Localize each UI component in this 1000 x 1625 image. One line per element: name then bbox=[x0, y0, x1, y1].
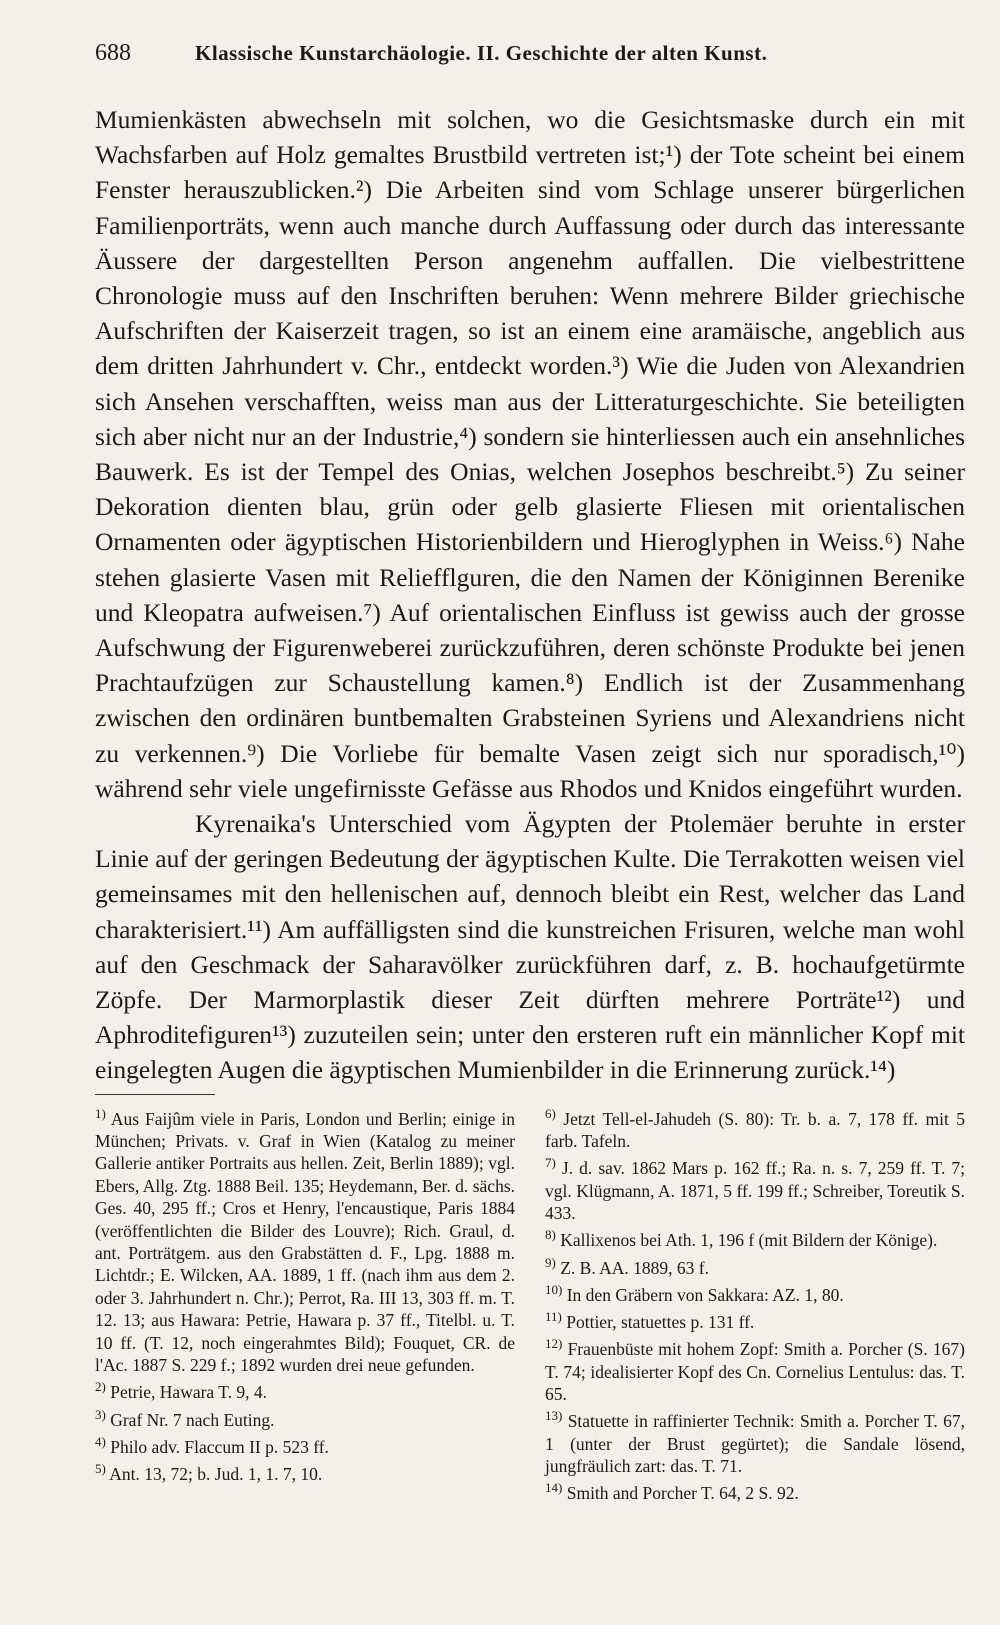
footnote bbox=[545, 1103, 965, 1153]
footnote bbox=[545, 1477, 965, 1504]
footnote-text: Philo adv. Flaccum II p. 523 ff. bbox=[110, 1436, 329, 1457]
page-number: 688 bbox=[95, 40, 131, 66]
footnote-text: Frauenbüste mit hohem Zopf: Smith a. Porcher (S. 167) T. 74; idealisierter Kopf des Cn. Cornelius Lentulus: das. T. 65. bbox=[545, 1339, 966, 1404]
footnote-number: 7) bbox=[545, 1155, 556, 1171]
footnote-number: 12) bbox=[545, 1336, 563, 1352]
footnote-text: J. d. sav. 1862 Mars p. 162 ff.; Ra. n. s. 7, 259 ff. T. 7; vgl. Klügmann, A. 1871, 5 ff. 199 ff.; Schreiber, Toreutik S. 433. bbox=[545, 1158, 966, 1223]
footnote bbox=[95, 1404, 515, 1431]
footnotes-left-column bbox=[95, 1103, 515, 1505]
paragraph: Kyrenaika's Unterschied vom Ägypten der Ptolemäer beruhte in erster Linie auf der geringen Bedeutung der ägyptischen Kulte. Die Terrakotten weisen viel gemeinsames mit den hellenischen auf, dennoch bleibt ein Rest, welcher das Land charakterisiert.¹¹) Am auffälligsten sind die kunstreichen Frisuren, welche man wohl auf den Geschmack der Saharavölker zurückführen darf, z. B. hochaufgetürmte Zöpfe. Der Marmorplastik dieser Zeit dürften mehrere Porträte¹²) und Aphroditefiguren¹³) zuzuteilen sein; unter den ersteren ruft ein männlicher Kopf mit eingelegten Augen die ägyptischen Mumienbilder in die Erinnerung zurück.¹⁴) bbox=[95, 809, 965, 1085]
footnotes bbox=[95, 1103, 965, 1505]
main-text bbox=[95, 102, 965, 1088]
page-header bbox=[95, 40, 965, 80]
footnotes-right-column bbox=[545, 1103, 965, 1505]
footnote-number: 14) bbox=[545, 1480, 563, 1496]
footnote-number: 5) bbox=[95, 1461, 106, 1477]
footnote-number: 2) bbox=[95, 1379, 106, 1395]
footnote-text: In den Gräbern von Sakkara: AZ. 1, 80. bbox=[566, 1284, 844, 1305]
footnote-text: Aus Faijûm viele in Paris, London und Berlin; einige in München; Privats. v. Graf in Wien (Katalog zu meiner Gallerie antiker Portraits aus hellen. Zeit, Berlin 1889); vgl. Ebers, Allg. Ztg. 1888 Beil. 135; Heydemann, Ber. d. sächs. Ges. 40, 295 ff.; Cros et Henry, l'encaustique, Paris 1884 (veröffentlichten die Bilder des Louvre); Rich. Graul, d. ant. Porträtgem. aus den Grabstätten d. F., Lpg. 1888 m. Lichtdr.; E. Wilcken, AA. 1889, 1 ff. (nach ihm aus dem 2. oder 3. Jahrhundert n. Chr.); Perrot, Ra. III 13, 303 ff. m. T. 12. 13; aus Hawara: Petrie, Hawara p. 37 ff., Titelbl. u. T. 10 ff. (T. 12, noch eingerahmtes Bild); Fouquet, CR. de l'Ac. 1887 S. 229 f.; 1892 wurden drei neue gefunden. bbox=[95, 1108, 515, 1375]
footnote-text: Petrie, Hawara T. 9, 4. bbox=[110, 1382, 268, 1403]
running-title: Klassische Kunstarchäologie. II. Geschichte der alten Kunst. bbox=[195, 41, 768, 65]
footnote bbox=[545, 1152, 965, 1224]
footnote-text: Smith and Porcher T. 64, 2 S. 92. bbox=[566, 1483, 799, 1504]
footnote-number: 6) bbox=[545, 1105, 556, 1121]
footnote bbox=[545, 1279, 965, 1306]
footnote-text: Ant. 13, 72; b. Jud. 1, 1. 7, 10. bbox=[109, 1463, 323, 1484]
footnote bbox=[95, 1431, 515, 1458]
footnote bbox=[545, 1405, 965, 1477]
paragraph: Mumienkästen abwechseln mit solchen, wo die Gesichtsmaske durch ein mit Wachsfarben auf Holz gemaltes Brustbild vertreten ist;¹) der Tote scheint bei einem Fenster herauszublicken.²) Die Arbeiten sind vom Schlage unserer bürgerlichen Familienporträts, wenn auch manche durch Auffassung oder durch das interessante Äussere der dargestellten Person angenehm auffallen. Die vielbestrittene Chronologie muss auf den Inschriften beruhen: Wenn mehrere Bilder griechische Aufschriften der Kaiserzeit tragen, so ist an einem eine aramäische, angeblich aus dem dritten Jahrhundert v. Chr., entdeckt worden.³) Wie die Juden von Alexandrien sich Ansehen verschafften, weiss man aus der Litteraturgeschichte. Sie beteiligten sich aber nicht nur an der Industrie,⁴) sondern sie hinterliessen auch ein ansehnliches Bauwerk. Es ist der Tempel des Onias, welchen Josephos beschreibt.⁵) Zu seiner Dekoration dienten blau, grün oder gelb glasierte Fliesen mit orientalischen Ornamenten oder ägyptischen Historienbildern und Hieroglyphen in Weiss.⁶) Nahe stehen glasierte Vasen mit Reliefflguren, die den Namen der Königinnen Berenike und Kleopatra aufweisen.⁷) Auf orientalischen Einfluss ist gewiss auch der grosse Aufschwung der Figurenweberei zurückzuführen, deren schönste Produkte bei jenen Prachtaufzügen zur Schaustellung kamen.⁸) Endlich ist der Zusammenhang zwischen den ordinären buntbemalten Grabsteinen Syriens und Alexandriens nicht zu verkennen.⁹) Die Vorliebe für bemalte Vasen zeigt sich nur sporadisch,¹⁰) während sehr viele ungefirnisste Gefässe aus Rhodos und Knidos eingeführt wurden. bbox=[95, 105, 965, 803]
footnote-text: Jetzt Tell-el-Jahudeh (S. 80): Tr. b. a. 7, 178 ff. mit 5 farb. Tafeln. bbox=[545, 1108, 965, 1151]
footnote bbox=[95, 1103, 515, 1377]
footnote-number: 8) bbox=[545, 1227, 556, 1243]
footnote bbox=[95, 1376, 515, 1403]
footnote-number: 10) bbox=[545, 1281, 563, 1297]
footnote bbox=[95, 1458, 515, 1485]
footnote-text: Graf Nr. 7 nach Euting. bbox=[110, 1409, 275, 1430]
footnote-text: Kallixenos bei Ath. 1, 196 f (mit Bildern der Könige). bbox=[560, 1230, 938, 1251]
book-page bbox=[95, 40, 965, 1505]
footnote-number: 4) bbox=[95, 1433, 106, 1449]
footnote-text: Pottier, statuettes p. 131 ff. bbox=[566, 1311, 755, 1332]
footnote-text: Z. B. AA. 1889, 63 f. bbox=[560, 1257, 709, 1278]
footnote-text: Statuette in raffinierter Technik: Smith a. Porcher T. 67, 1 (unter der Brust gegürtet); die Sandale lösend, jungfräulich zart: das. T. 71. bbox=[545, 1411, 966, 1476]
footnote-number: 1) bbox=[95, 1105, 106, 1121]
footnote-number: 3) bbox=[95, 1406, 106, 1422]
footnote bbox=[545, 1333, 965, 1405]
footnote-number: 13) bbox=[545, 1408, 563, 1424]
footnote-number: 9) bbox=[545, 1254, 556, 1270]
footnote bbox=[545, 1224, 965, 1251]
footnote bbox=[545, 1306, 965, 1333]
footnote-divider bbox=[95, 1094, 215, 1095]
footnote-number: 11) bbox=[545, 1309, 562, 1325]
footnote bbox=[545, 1252, 965, 1279]
